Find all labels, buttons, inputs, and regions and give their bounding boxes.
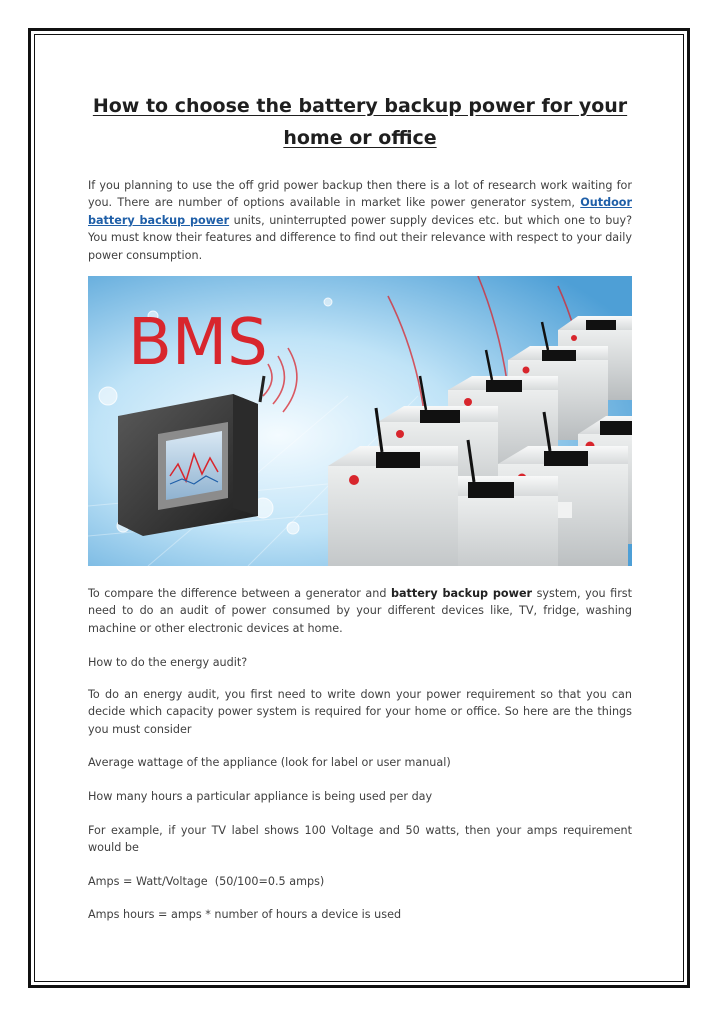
intro-paragraph: [88, 177, 632, 264]
bms-illustration: [88, 276, 632, 566]
audit-paragraph: To do an energy audit, you first need to write down your power requirement so that you can decide which capacity power system is required for your home or office. So here are the things you must consider: [88, 688, 632, 736]
compare-text-after: system, you first need to do an audit of power consumed by your different devices like, TV, fridge, washing machine or other electronic devices at home.: [88, 587, 633, 635]
example-paragraph: For example, if your TV label shows 100 Voltage and 50 watts, then your amps requirement would be: [88, 824, 632, 855]
outdoor-battery-backup-link[interactable]: Outdoor battery backup power: [88, 196, 632, 227]
intro-text-before: If you planning to use the off grid power backup then there is a lot of research work waiting for you. There are number of options available in market like power generator system,: [88, 179, 632, 210]
intro-text-after: units, uninterrupted power supply devices etc. but which one to buy? You must know their features and difference to find out their relevance with respect to your daily power consumption.: [88, 213, 633, 262]
audit-question: How to do the energy audit?: [88, 656, 248, 669]
compare-text-before: To compare the difference between a generator and: [88, 587, 391, 600]
battery-backup-power-bold: battery backup power: [390, 587, 533, 600]
bms-logo-text: BMS: [128, 306, 268, 380]
amps-formula: Amps = Watt/Voltage (50/100=0.5 amps): [88, 875, 325, 888]
wattage-paragraph: Average wattage of the appliance (look for label or user manual): [88, 756, 451, 769]
hours-paragraph: How many hours a particular appliance is being used per day: [88, 790, 433, 803]
bms-battery-image: [88, 276, 632, 566]
document-title: How to choose the battery backup power for your home or office: [92, 95, 628, 149]
amp-hours-formula: Amps hours = amps * number of hours a device is used: [88, 908, 402, 921]
compare-paragraph: [88, 585, 632, 637]
